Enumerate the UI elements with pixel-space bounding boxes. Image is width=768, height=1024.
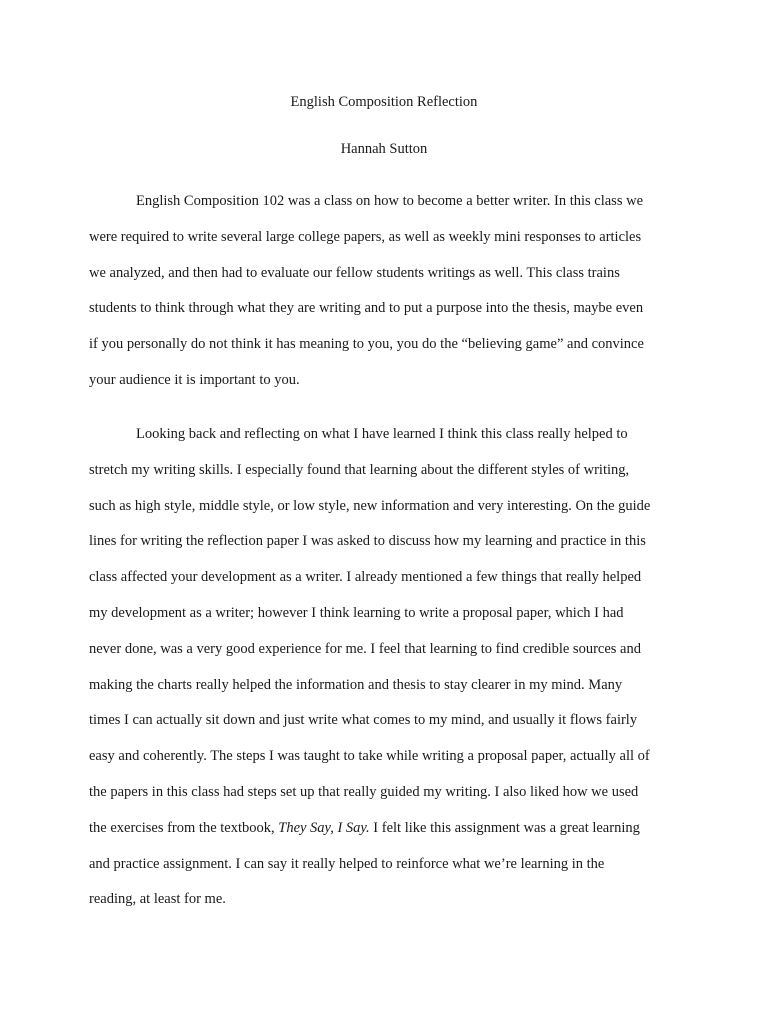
paragraph-line: if you personally do not think it has meaning to you, you do the “believing game” and convince — [89, 336, 644, 353]
paragraph-line-with-citation — [89, 811, 679, 847]
paragraph-line: never done, was a very good experience for me. I feel that learning to find credible sources and — [89, 640, 641, 657]
line-text-after: I felt like this assignment was a great learning — [369, 819, 640, 836]
paragraph-line: lines for writing the reflection paper I was asked to discuss how my learning and practice in this — [89, 533, 646, 550]
paragraph-line: my development as a writer; however I think learning to write a proposal paper, which I had — [89, 604, 624, 621]
paragraph-line: easy and coherently. The steps I was taught to take while writing a proposal paper, actually all of — [89, 748, 650, 765]
paragraph-line: we analyzed, and then had to evaluate our fellow students writings as well. This class trains — [89, 264, 620, 281]
paragraph-line: reading, at least for me. — [89, 891, 226, 908]
paragraph-line: stretch my writing skills. I especially found that learning about the different styles of writing, — [89, 461, 630, 478]
document-author: Hannah Sutton — [340, 141, 428, 157]
paragraph-line: such as high style, middle style, or low style, new information and very interesting. On the guide — [89, 497, 651, 514]
paragraph-line: your audience it is important to you. — [89, 371, 300, 388]
paragraph-line: class affected your development as a writer. I already mentioned a few things that really helped — [89, 569, 642, 586]
paragraph-line: students to think through what they are writing and to put a purpose into the thesis, maybe even — [89, 300, 644, 317]
line-text-before: the exercises from the textbook, — [89, 819, 279, 836]
paragraph-line: times I can actually sit down and just write what comes to my mind, and usually it flows fairly — [89, 712, 638, 729]
paragraph-line: English Composition 102 was a class on how to become a better writer. In this class we — [136, 193, 644, 209]
paragraph-line: were required to write several large college papers, as well as weekly mini responses to articles — [89, 228, 642, 245]
paragraph-line: Looking back and reflecting on what I have learned I think this class really helped to — [136, 426, 628, 442]
paragraph-line: making the charts really helped the information and thesis to stay clearer in my mind. Many — [89, 676, 623, 693]
paragraph-line: the papers in this class had steps set up that really guided my writing. I also liked how we used — [89, 783, 639, 800]
paragraph-1 — [89, 184, 679, 399]
document-title: English Composition Reflection — [290, 94, 478, 110]
paragraph-2 — [89, 417, 679, 918]
paragraph-line: and practice assignment. I can say it really helped to reinforce what we’re learning in the — [89, 855, 605, 872]
book-title-italic: They Say, I Say. — [278, 819, 370, 836]
